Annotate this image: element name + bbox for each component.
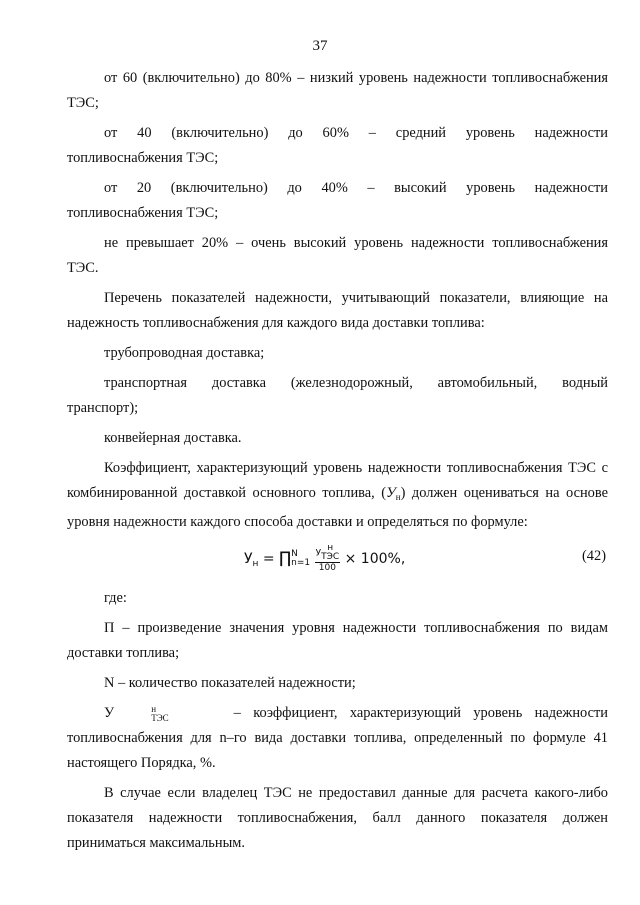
paragraph-very-high-reliability: не превышает 20% – очень высокий уровень надежности топливоснабжения ТЭС.	[67, 235, 608, 276]
formula-number: (42)	[582, 548, 606, 564]
paragraph-missing-data-rule: В случае если владелец ТЭС не предоставил данные для расчета какого-либо показателя надежности топливоснабжения, балл данного показателя должен приниматься максимальным.	[67, 785, 608, 851]
formula-numerator-symbol: У	[315, 548, 322, 559]
formula-expression	[244, 544, 405, 577]
formula-product-limits	[291, 550, 310, 568]
coefficient-tes-sup: н	[151, 703, 157, 714]
paragraph-coefficient-definition	[67, 456, 608, 535]
coefficient-tes-line2: топливоснабжения для n–го вида доставки топлива, определенный по формуле 41 настоящего Порядка, %.	[67, 730, 608, 771]
formula-product-sub: n=1	[291, 558, 311, 568]
page-number: 37	[312, 38, 328, 54]
formula-product-sign: ∏	[279, 548, 292, 567]
paragraph-product-definition: П – произведение значения уровня надежности топливоснабжения по видам доставки топлива;	[67, 620, 608, 661]
formula-fraction	[315, 544, 341, 574]
formula-tail: × 100%,	[340, 551, 406, 567]
coefficient-text-part2: ) должен оцениваться на основе уровня надежности каждого способа доставки и определяться по формуле:	[67, 485, 608, 530]
list-item-conveyor: конвейерная доставка.	[104, 430, 242, 446]
formula-numerator-scripts	[321, 544, 339, 562]
formula-numerator-sup: н	[327, 543, 334, 553]
coefficient-tes-scripts	[114, 705, 168, 723]
formula-numerator-sub: ТЭС	[321, 552, 340, 562]
formula-denominator: 100	[318, 563, 336, 573]
formula-42	[67, 540, 608, 580]
formula-numerator	[315, 544, 341, 563]
paragraph-high-reliability	[67, 176, 608, 226]
paragraph-high-line1: от 20 (включительно) до 40% – высокий уровень надежности	[104, 180, 608, 196]
paragraph-medium-line2: топливоснабжения ТЭС;	[67, 150, 219, 166]
coefficient-tes-symbol-group	[67, 701, 169, 726]
formula-lhs-sub: н	[252, 559, 259, 569]
list-item-pipeline: трубопроводная доставка;	[104, 345, 265, 361]
formula-equals: =	[258, 551, 280, 567]
coefficient-tes-line1-row	[67, 701, 608, 726]
coefficient-symbol-sub: н	[395, 492, 401, 502]
coefficient-text-part1: Коэффициент, характеризующий уровень надежности топливоснабжения ТЭС с комбинированной доставкой основного топлива, (	[67, 460, 608, 501]
paragraph-medium-line1: от 40 (включительно) до 60% – средний уровень надежности	[104, 125, 608, 141]
page-content	[67, 66, 608, 861]
list-item-transport-line2: транспорт);	[67, 400, 139, 416]
coefficient-symbol: У	[386, 485, 396, 501]
paragraph-coefficient-tes-definition	[67, 701, 608, 776]
list-item-transport-line1: транспортная доставка (железнодорожный, автомобильный, водный	[104, 375, 608, 391]
paragraph-n-definition: N – количество показателей надежности;	[104, 675, 356, 691]
coefficient-tes-line1: – коэффициент, характеризующий уровень надежности	[233, 705, 608, 721]
formula-lhs: У	[244, 551, 253, 567]
paragraph-where: где:	[104, 590, 127, 606]
formula-product-sup: N	[291, 549, 298, 559]
paragraph-medium-reliability	[67, 121, 608, 171]
coefficient-tes-sub: ТЭС	[151, 712, 169, 723]
list-item-transport	[67, 371, 608, 421]
paragraph-high-line2: топливоснабжения ТЭС;	[67, 205, 219, 221]
coefficient-tes-symbol: У	[104, 705, 115, 721]
paragraph-indicators-list-intro: Перечень показателей надежности, учитывающий показатели, влияющие на надежность топливоснабжения для каждого вида доставки топлива:	[67, 290, 608, 331]
paragraph-low-reliability: от 60 (включительно) до 80% – низкий уровень надежности топливоснабжения ТЭС;	[67, 70, 608, 111]
